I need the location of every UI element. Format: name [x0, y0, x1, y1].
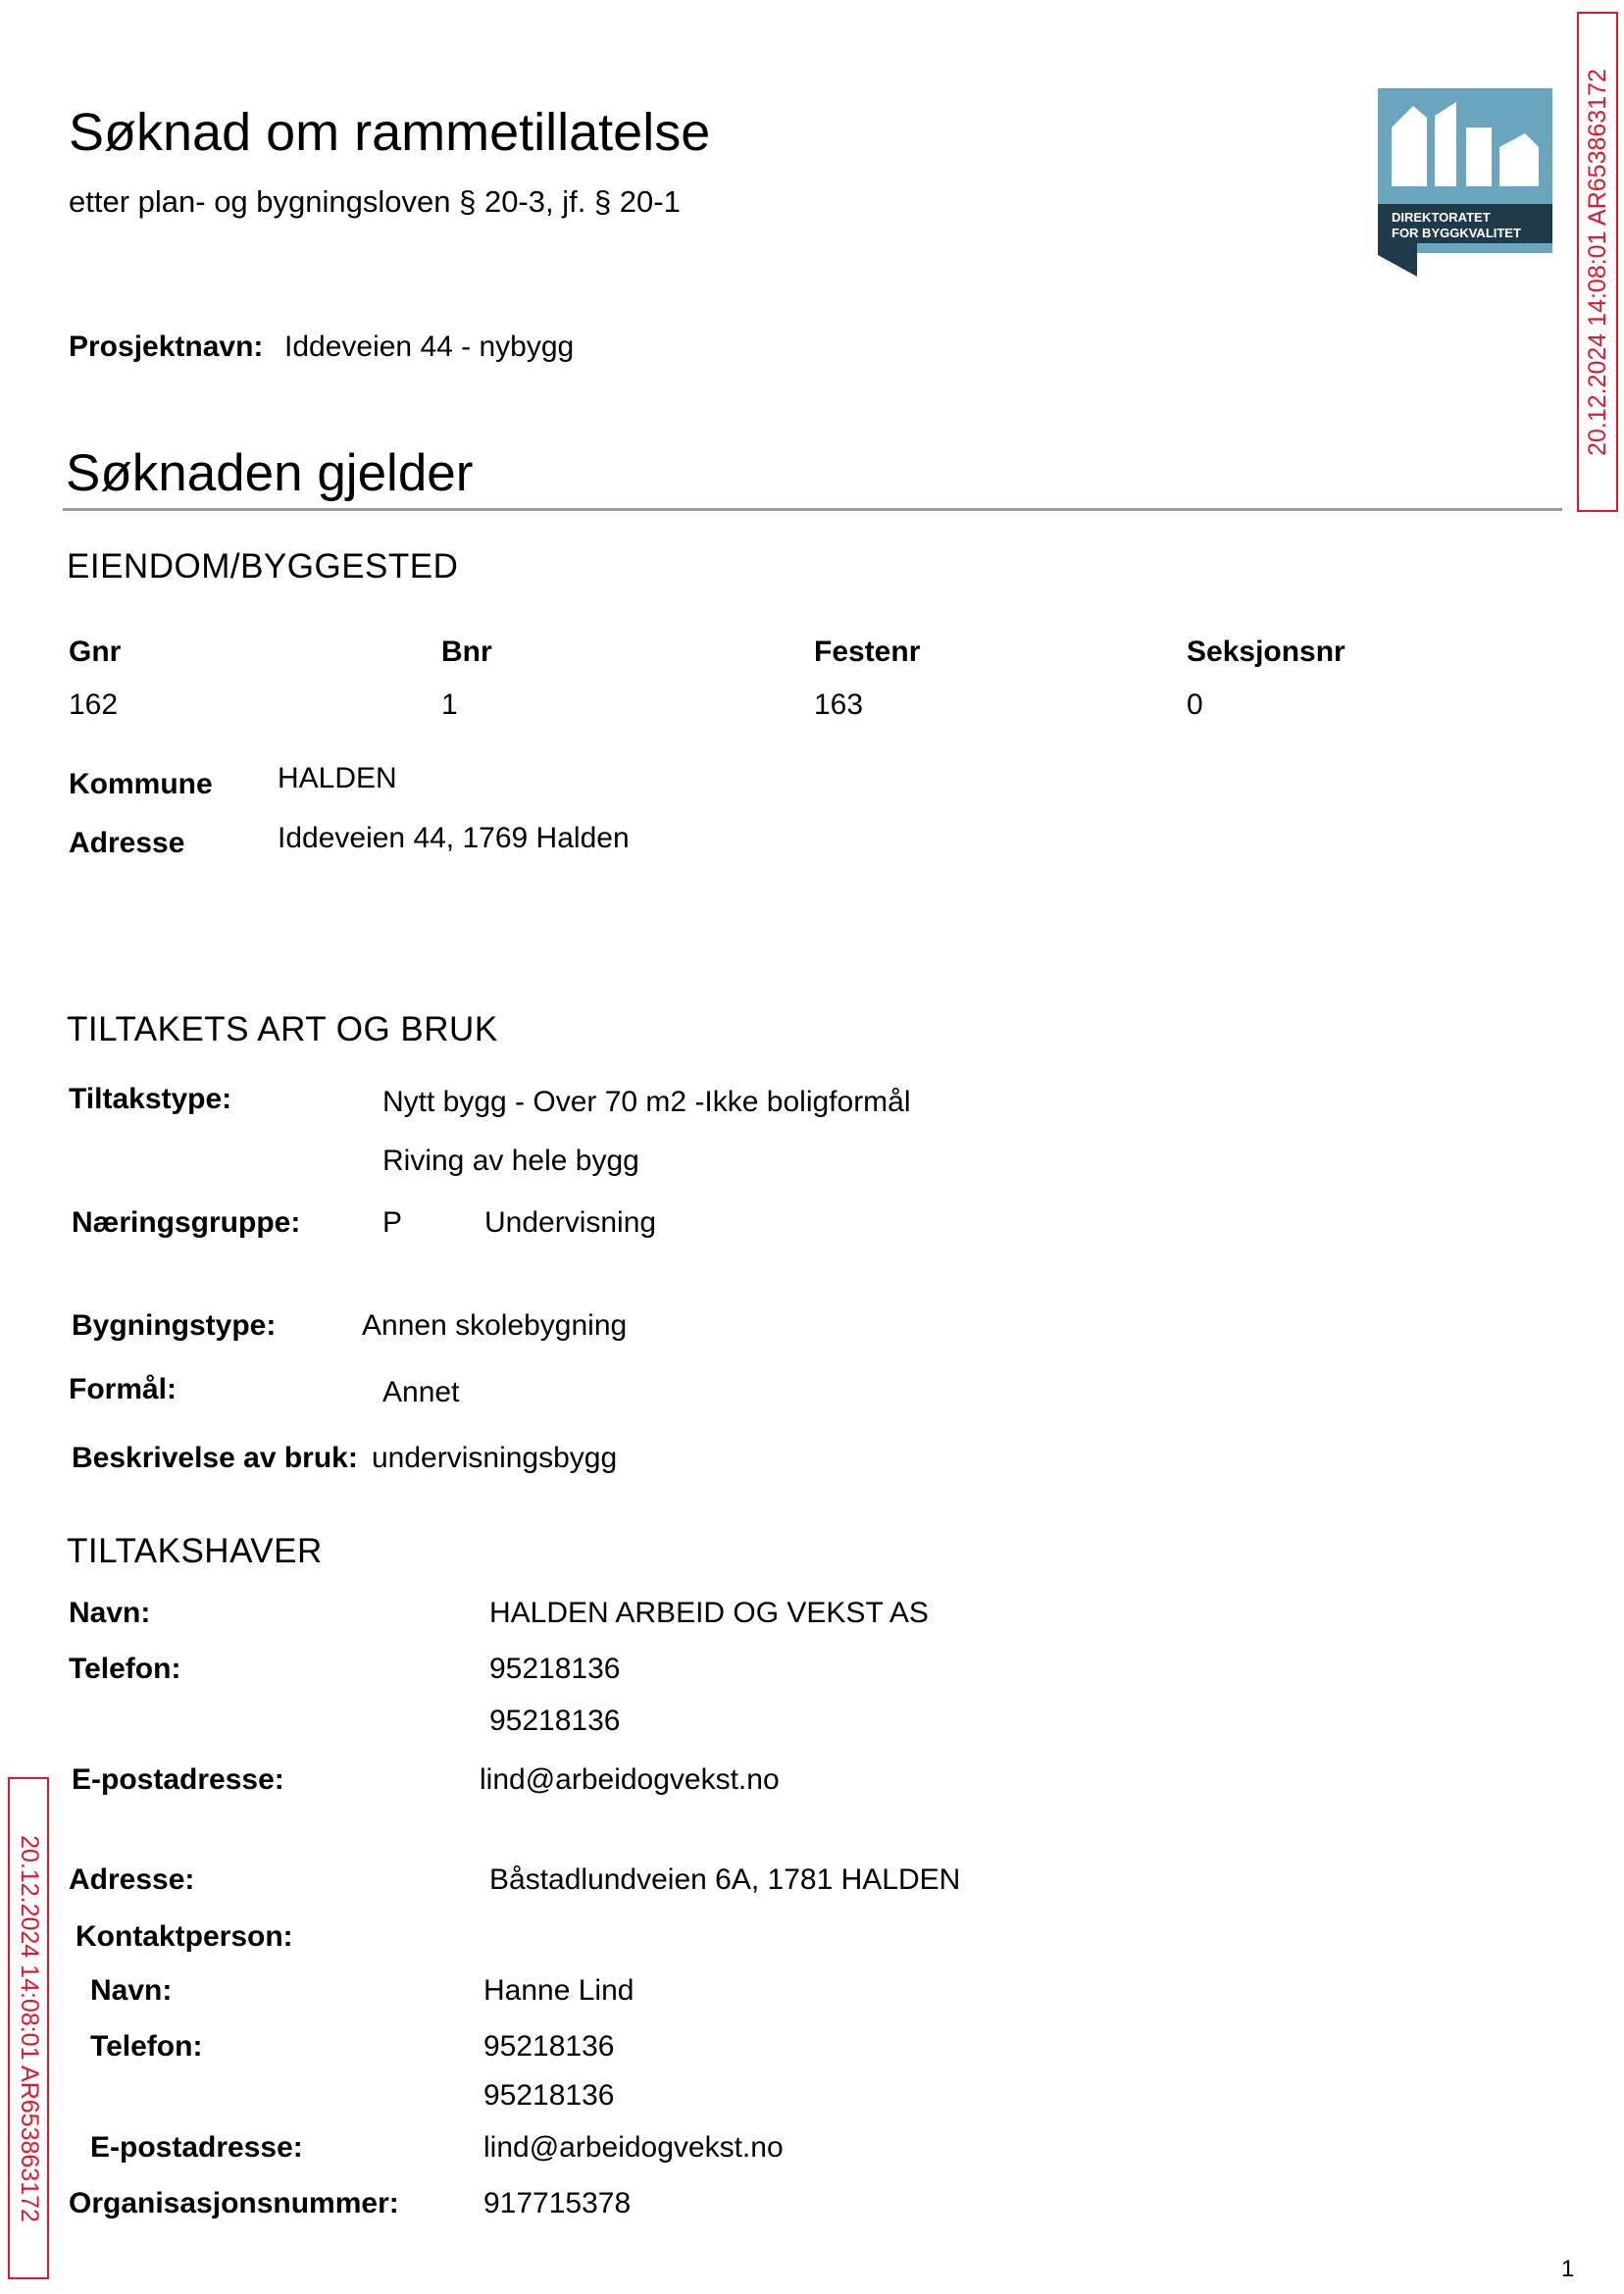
page-number: 1 — [1561, 2256, 1575, 2282]
timestamp-stamp-text: 20.12.2024 14:08:01 AR653863172 — [1583, 68, 1611, 456]
orgnr-value: 917715378 — [483, 2187, 632, 2219]
kontaktperson-telefon-value-2: 95218136 — [483, 2079, 615, 2112]
tiltakshaver-adresse-label: Adresse: — [69, 1863, 195, 1896]
timestamp-stamp-text: 20.12.2024 14:08:01 AR653863172 — [15, 1834, 43, 2222]
tiltakshaver-epost-label: E-postadresse: — [72, 1763, 284, 1796]
adresse-value: Iddeveien 44, 1769 Halden — [278, 822, 630, 854]
kontaktperson-epost-label: E-postadresse: — [90, 2131, 303, 2164]
bygningstype-label: Bygningstype: — [72, 1309, 277, 1342]
logo-text-line1: DIREKTORATET — [1392, 210, 1491, 225]
kommune-label: Kommune — [69, 768, 213, 800]
seksjonsnr-label: Seksjonsnr — [1187, 636, 1345, 668]
project-value: Iddeveien 44 - nybygg — [284, 331, 575, 363]
section-divider — [63, 508, 1562, 511]
naeringsgruppe-code: P — [382, 1206, 403, 1239]
festenr-value: 163 — [814, 688, 864, 721]
project-label: Prosjektnavn: — [69, 331, 264, 363]
seksjonsnr-value: 0 — [1187, 688, 1203, 721]
tiltakshaver-heading: TILTAKSHAVER — [67, 1532, 323, 1570]
tiltakshaver-navn-label: Navn: — [69, 1597, 151, 1629]
timestamp-stamp-right — [1577, 12, 1618, 512]
tiltakstype-value-2: Riving av hele bygg — [382, 1145, 639, 1177]
beskrivelse-value: undervisningsbygg — [372, 1442, 618, 1474]
formal-label: Formål: — [69, 1373, 178, 1405]
kontaktperson-telefon-value-1: 95218136 — [483, 2030, 615, 2063]
tiltakshaver-adresse-value: Båstadlundveien 6A, 1781 HALDEN — [489, 1863, 961, 1896]
orgnr-label: Organisasjonsnummer: — [69, 2187, 399, 2219]
bnr-label: Bnr — [441, 636, 492, 668]
bnr-value: 1 — [441, 688, 458, 721]
logo-text-line2: FOR BYGGKVALITET — [1392, 226, 1521, 240]
festenr-label: Festenr — [814, 636, 921, 668]
tiltakshaver-telefon-value-1: 95218136 — [489, 1653, 621, 1685]
tiltakshaver-telefon-value-2: 95218136 — [489, 1705, 621, 1737]
gnr-label: Gnr — [69, 636, 122, 668]
kontaktperson-label: Kontaktperson: — [76, 1920, 293, 1953]
property-heading: EIENDOM/BYGGESTED — [67, 547, 459, 586]
beskrivelse-label: Beskrivelse av bruk: — [72, 1442, 358, 1474]
kommune-value: HALDEN — [278, 762, 397, 794]
kontaktperson-navn-label: Navn: — [90, 1974, 173, 2007]
document-title: Søknad om rammetillatelse — [69, 103, 711, 162]
tiltakshaver-epost-value: lind@arbeidogvekst.no — [480, 1763, 780, 1796]
tiltakstype-label: Tiltakstype: — [69, 1083, 232, 1115]
document-subtitle: etter plan- og bygningsloven § 20-3, jf. § 20-1 — [69, 184, 681, 219]
tiltakshaver-telefon-label: Telefon: — [69, 1653, 181, 1685]
tiltakstype-value-1: Nytt bygg - Over 70 m2 -Ikke boligformål — [382, 1086, 911, 1118]
kontaktperson-navn-value: Hanne Lind — [483, 1974, 634, 2007]
tiltak-heading: TILTAKETS ART OG BRUK — [67, 1010, 498, 1048]
adresse-label: Adresse — [69, 827, 185, 859]
logo-flag-tail — [1378, 243, 1417, 277]
kontaktperson-telefon-label: Telefon: — [90, 2030, 203, 2063]
bygningstype-value: Annen skolebygning — [362, 1309, 628, 1342]
naeringsgruppe-value: Undervisning — [484, 1206, 657, 1239]
tiltakshaver-navn-value: HALDEN ARBEID OG VEKST AS — [489, 1597, 929, 1629]
section-title: Søknaden gjelder — [66, 444, 474, 502]
timestamp-stamp-left — [8, 1777, 49, 2279]
gnr-value: 162 — [69, 688, 119, 721]
kontaktperson-epost-value: lind@arbeidogvekst.no — [483, 2131, 784, 2164]
dibk-logo — [1378, 88, 1552, 277]
formal-value: Annet — [382, 1376, 460, 1408]
naeringsgruppe-label: Næringsgruppe: — [72, 1206, 301, 1239]
